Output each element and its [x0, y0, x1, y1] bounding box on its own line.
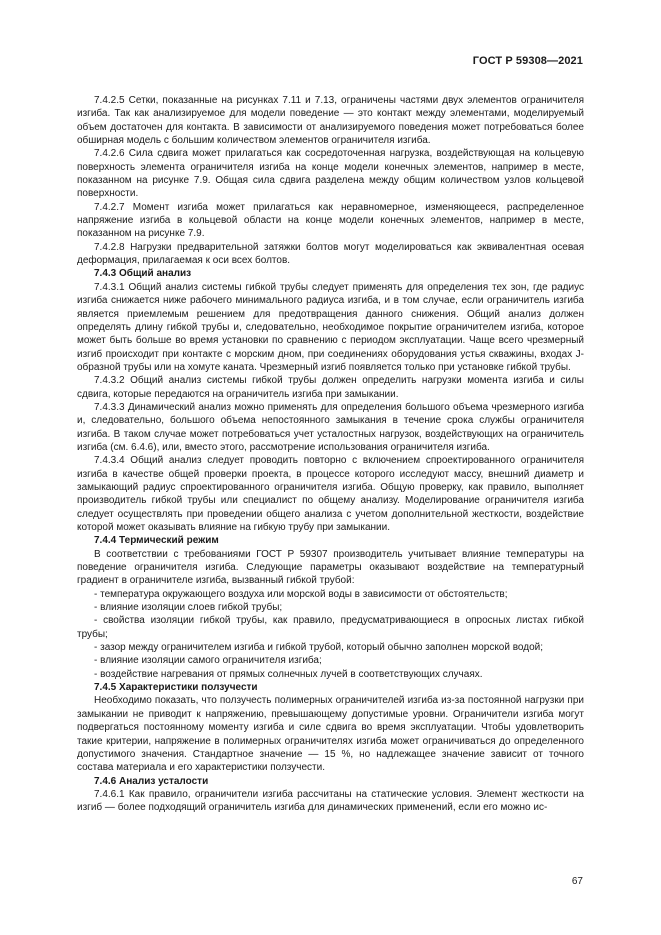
body-paragraph: - свойства изоляции гибкой трубы, как правило, предусматривающиеся в опросных листах гибкой трубы;: [77, 615, 584, 640]
body-paragraph: - влияние изоляции слоев гибкой трубы;: [94, 602, 283, 614]
body-paragraph: 7.4.2.8 Нагрузки предварительной затяжки болтов могут моделироваться как эквивалентная осевая деформация, прилагаемая к оси всех болтов.: [77, 241, 584, 267]
body-paragraph: 7.4.2.7 Момент изгиба может прилагаться как неравномерное, изменяющееся, распределенное напряжение изгиба в кольцевой области на конце модели конечных элементов, например в месте, показанном на рисунке 7.9.: [77, 201, 584, 240]
body-paragraph: 7.4.6.1 Как правило, ограничители изгиба рассчитаны на статические условия. Элемент жесткости на изгиб — более подходящий ограничитель изгиба для динамических применений, если его можно ис-: [77, 788, 584, 814]
section-heading: 7.4.3 Общий анализ: [94, 268, 192, 280]
body-paragraph: В соответствии с требованиями ГОСТ Р 59307 производитель учитывает влияние температуры на поведение ограничителя изгиба. Следующие параметры оказывают воздействие на температурный градиент в ограничителе изгиба, вызванный гибкой трубой:: [77, 548, 584, 587]
body-paragraph: - влияние изоляции самого ограничителя изгиба;: [94, 655, 322, 667]
body-paragraph: Необходимо показать, что ползучесть полимерных ограничителей изгиба из-за постоянной нагрузки при замыкании не приводит к напряжению, превышающему допустимые уровни. Ограничители изгиба могут подвергаться постоянному моменту изгиба и силе сдвига во время эксплуатации. Чтобы удовлетворить такие критерии, напряжение в полимерных ограничителях изгиба может ограничиваться до определенного допустимого значения. Стандартное значение — 15 %, но надлежащее значение зависит от точного состава материала и его характеристики ползучести.: [77, 695, 584, 774]
body-paragraph: - температура окружающего воздуха или морской воды в зависимости от обстоятельств;: [94, 588, 508, 600]
section-heading: 7.4.6 Анализ усталости: [94, 775, 209, 787]
body-paragraph: - зазор между ограничителем изгиба и гибкой трубой, который обычно заполнен морской водой;: [94, 642, 544, 654]
page-number: 67: [571, 876, 583, 887]
document-body: [77, 94, 584, 815]
body-paragraph: 7.4.2.5 Сетки, показанные на рисунках 7.11 и 7.13, ограничены частями двух элементов ограничителя изгиба. Так как анализируемое для модели поведение — это контакт между элементами, моделируемый объем достаточен для контакта. В зависимости от анализируемого поведения может потребоваться более обширная модель с большим количеством элементов ограничителя изгиба.: [77, 95, 584, 147]
section-heading: 7.4.4 Термический режим: [94, 535, 219, 547]
body-paragraph: 7.4.3.2 Общий анализ системы гибкой трубы должен определить нагрузки момента изгиба и силы сдвига, которые передаются на ограничитель изгиба при замыкании.: [77, 375, 584, 400]
body-paragraph: 7.4.2.6 Сила сдвига может прилагаться как сосредоточенная нагрузка, воздействующая на кольцевую поверхность элемента ограничителя изгиба на конце модели конечных элементов, например в месте, показанном на рисунке 7.9. Общая сила сдвига разделена между общим количеством узлов кольцевой поверхности.: [77, 148, 584, 200]
section-heading: 7.4.5 Характеристики ползучести: [94, 682, 258, 694]
body-paragraph: 7.4.3.1 Общий анализ системы гибкой трубы следует применять для определения тех зон, где радиус изгиба снижается ниже рабочего минимального радиуса изгиба, и в том случае, если ограничитель изгиба является приемлемым решением для предотвращения данного снижения. Общий анализ должен определять длину гибкой трубы и, следовательно, необходимое покрытие ограничителем изгиба, которое может быть больше во время установки по сравнению с периодом эксплуатации. Чаще всего чрезмерный изгиб происходит при контакте с морским дном, при соединениях оборудования устья скважины, входах J-образной трубы или на хомуте каната. Чрезмерный изгиб появляется только при установке гибкой трубы.: [77, 281, 584, 373]
body-paragraph: 7.4.3.3 Динамический анализ можно применять для определения большого объема чрезмерного изгиба и, следовательно, большого объема непостоянного замыкания в течение срока службы ограничителя изгиба. В таком случае может потребоваться учет усталостных нагрузок, воздействующих на ограничитель изгиба (см. 6.4.6), или, вместо этого, рассмотрение использования ограничителя изгиба.: [77, 401, 584, 453]
document-code: ГОСТ Р 59308—2021: [472, 55, 583, 67]
body-paragraph: 7.4.3.4 Общий анализ следует проводить повторно с включением спроектированного ограничителя изгиба в качестве общей проверки проекта, в процессе которого исследуют массу, внешний диаметр и замыкающий радиус спроектированного ограничителя изгиба. Общую проверку, как правило, выполняет производитель гибкой трубы или специалист по общему анализу. Моделирование ограничителя изгиба следует осуществлять при проведении общего анализа с учетом дополнительной жесткости, воздействие которой может оказывать влияние на гибкую трубу при замыкании.: [77, 455, 584, 533]
body-paragraph: - воздействие нагревания от прямых солнечных лучей в соответствующих случаях.: [94, 668, 483, 680]
